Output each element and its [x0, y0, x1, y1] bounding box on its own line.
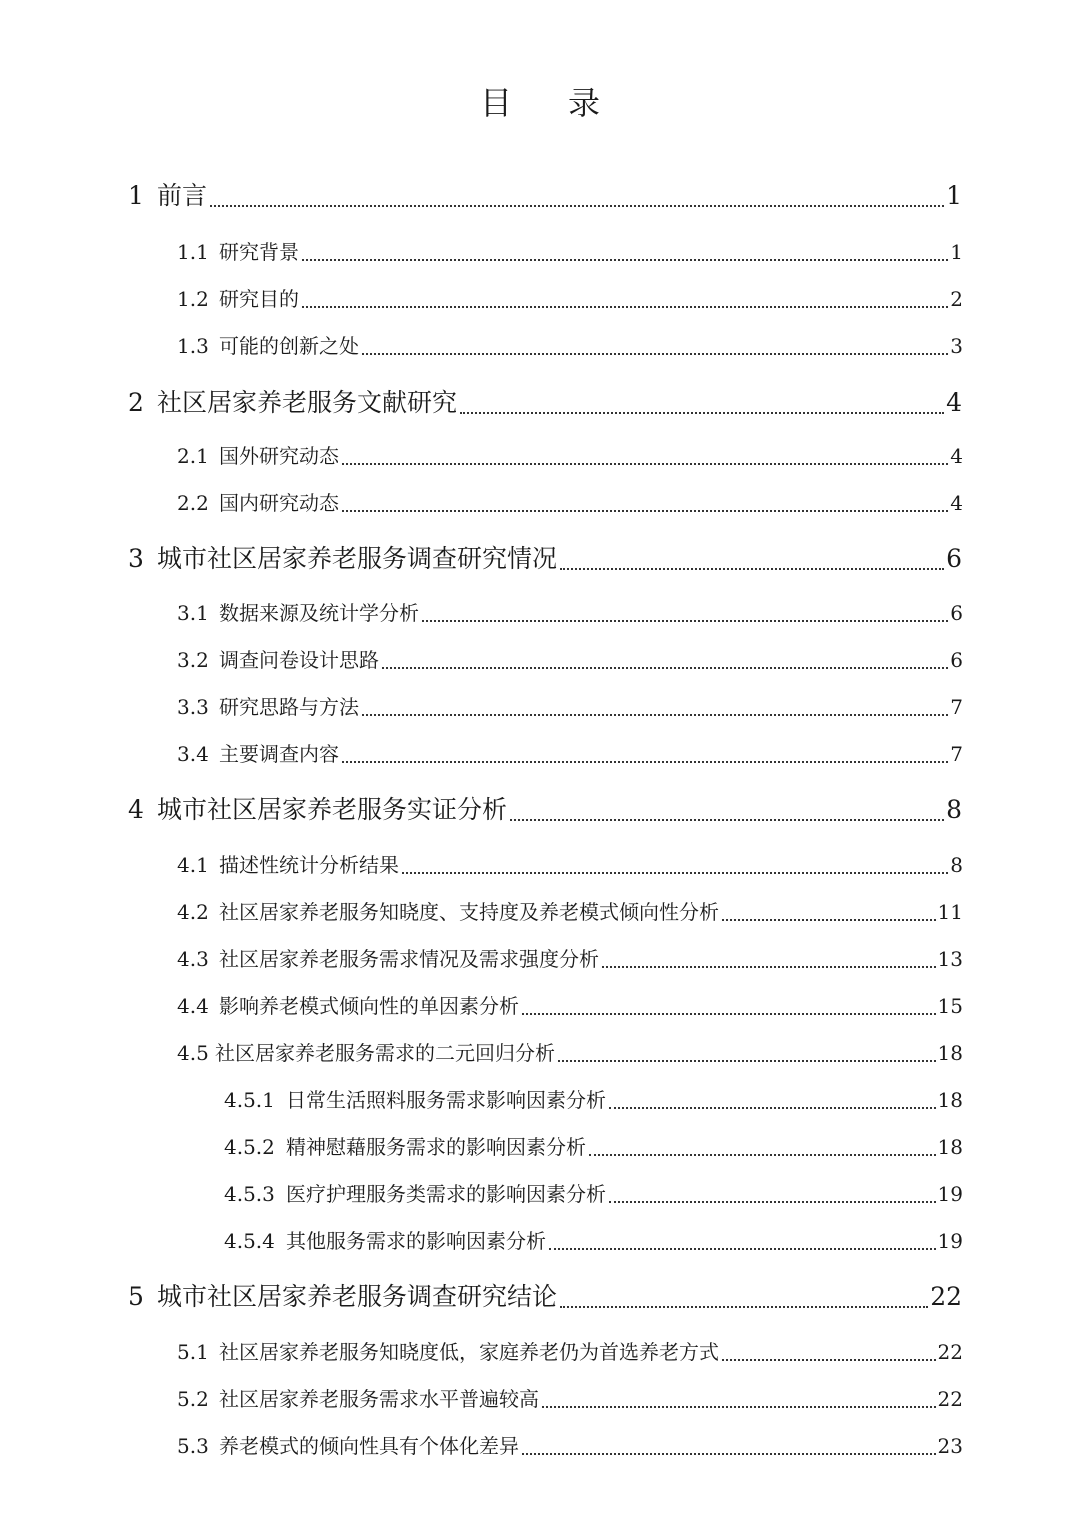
entry-title: 其他服务需求的影响因素分析 [286, 1229, 546, 1253]
toc-entry-1-1[interactable] [177, 236, 963, 266]
entry-title: 日常生活照料服务需求影响因素分析 [286, 1088, 606, 1112]
entry-number: 4 [128, 795, 144, 824]
entry-page: 4 [950, 444, 963, 468]
entry-title: 国外研究动态 [219, 444, 339, 468]
entry-page: 22 [937, 1340, 963, 1364]
dot-leader [560, 1306, 928, 1308]
entry-title: 前言 [157, 181, 208, 210]
entry-number: 4.5.3 [224, 1182, 275, 1206]
entry-page: 6 [946, 544, 962, 573]
entry-page: 13 [937, 947, 963, 971]
dot-leader [342, 510, 948, 512]
entry-page: 15 [937, 994, 963, 1018]
toc-entry-1-2[interactable] [177, 283, 963, 313]
toc-entry-4-1[interactable] [177, 849, 963, 879]
dot-leader [609, 1201, 936, 1203]
entry-page: 1 [950, 240, 963, 264]
entry-number: 4.5.2 [224, 1135, 275, 1159]
dot-leader [522, 1013, 936, 1015]
toc-entry-1-3[interactable] [177, 330, 963, 360]
dot-leader [342, 761, 948, 763]
dot-leader [549, 1248, 936, 1250]
entry-page: 6 [950, 648, 963, 672]
toc-entry-3-3[interactable] [177, 691, 963, 721]
title-char-2: 录 [568, 84, 601, 122]
entry-number: 2.1 [177, 444, 209, 468]
entry-number: 4.5.4 [224, 1229, 275, 1253]
toc-entry-chapter-1[interactable] [128, 176, 962, 212]
entry-page: 11 [937, 900, 963, 924]
toc-entry-4-5-3[interactable] [224, 1178, 963, 1208]
entry-number: 5.3 [177, 1434, 209, 1458]
toc-entry-4-3[interactable] [177, 943, 963, 973]
entry-page: 4 [950, 491, 963, 515]
entry-page: 6 [950, 601, 963, 625]
entry-number: 1.2 [177, 287, 209, 311]
toc-entry-4-4[interactable] [177, 990, 963, 1020]
dot-leader [302, 306, 948, 308]
entry-page: 3 [950, 334, 963, 358]
entry-number: 5.2 [177, 1387, 209, 1411]
entry-number: 3.1 [177, 601, 209, 625]
dot-leader [602, 966, 936, 968]
dot-leader [362, 714, 948, 716]
dot-leader [422, 620, 948, 622]
entry-title: 社区居家养老服务文献研究 [157, 388, 458, 417]
entry-page: 23 [937, 1434, 963, 1458]
toc-entry-chapter-2[interactable] [128, 383, 962, 419]
entry-page: 7 [950, 695, 963, 719]
dot-leader [542, 1406, 936, 1408]
toc-entry-3-1[interactable] [177, 597, 963, 627]
dot-leader [210, 205, 944, 207]
entry-title: 城市社区居家养老服务调查研究情况 [157, 544, 558, 573]
entry-number: 3 [128, 544, 144, 573]
toc-entry-3-4[interactable] [177, 738, 963, 768]
toc-entry-5-3[interactable] [177, 1430, 963, 1460]
entry-title: 可能的创新之处 [219, 334, 359, 358]
dot-leader [510, 819, 944, 821]
entry-page: 2 [950, 287, 963, 311]
dot-leader [609, 1107, 936, 1109]
toc-entry-chapter-4[interactable] [128, 790, 962, 826]
entry-title: 研究目的 [219, 287, 299, 311]
entry-number: 5.1 [177, 1340, 209, 1364]
toc-entry-4-2[interactable] [177, 896, 963, 926]
dot-leader [560, 568, 944, 570]
entry-title: 社区居家养老服务知晓度、支持度及养老模式倾向性分析 [219, 900, 719, 924]
entry-page: 8 [950, 853, 963, 877]
entry-title: 社区居家养老服务需求的二元回归分析 [215, 1041, 555, 1065]
entry-number: 2 [128, 388, 144, 417]
toc-entry-4-5-4[interactable] [224, 1225, 963, 1255]
toc-entry-3-2[interactable] [177, 644, 963, 674]
dot-leader [589, 1154, 936, 1156]
entry-number: 3.4 [177, 742, 209, 766]
entry-number: 5 [128, 1282, 144, 1311]
entry-page: 8 [946, 795, 962, 824]
toc-entry-5-1[interactable] [177, 1336, 963, 1366]
entry-page: 19 [937, 1229, 963, 1253]
toc-entry-5-2[interactable] [177, 1383, 963, 1413]
dot-leader [362, 353, 948, 355]
entry-page: 1 [946, 181, 962, 210]
entry-number: 4.4 [177, 994, 209, 1018]
entry-number: 2.2 [177, 491, 209, 515]
toc-entry-chapter-3[interactable] [128, 539, 962, 575]
dot-leader [402, 872, 948, 874]
entry-number: 4.5 [177, 1041, 209, 1065]
entry-title: 社区居家养老服务需求情况及需求强度分析 [219, 947, 599, 971]
entry-number: 3.2 [177, 648, 209, 672]
entry-page: 22 [930, 1282, 962, 1311]
dot-leader [302, 259, 948, 261]
entry-number: 4.2 [177, 900, 209, 924]
entry-page: 4 [946, 388, 962, 417]
dot-leader [522, 1453, 936, 1455]
entry-title: 医疗护理服务类需求的影响因素分析 [286, 1182, 606, 1206]
toc-entry-4-5-1[interactable] [224, 1084, 963, 1114]
entry-title: 调查问卷设计思路 [219, 648, 379, 672]
entry-title: 精神慰藉服务需求的影响因素分析 [286, 1135, 586, 1159]
entry-page: 7 [950, 742, 963, 766]
entry-title: 研究思路与方法 [219, 695, 359, 719]
entry-title: 数据来源及统计学分析 [219, 601, 419, 625]
toc-entry-2-2[interactable] [177, 487, 963, 517]
entry-title: 影响养老模式倾向性的单因素分析 [219, 994, 519, 1018]
entry-number: 1.3 [177, 334, 209, 358]
dot-leader [558, 1060, 936, 1062]
entry-number: 1.1 [177, 240, 209, 264]
dot-leader [342, 463, 948, 465]
page-title [0, 78, 1080, 124]
entry-title: 养老模式的倾向性具有个体化差异 [219, 1434, 519, 1458]
toc-entry-4-5-2[interactable] [224, 1131, 963, 1161]
entry-title: 描述性统计分析结果 [219, 853, 399, 877]
entry-number: 4.1 [177, 853, 209, 877]
entry-number: 4.3 [177, 947, 209, 971]
entry-title: 城市社区居家养老服务实证分析 [157, 795, 508, 824]
entry-page: 18 [937, 1135, 963, 1159]
entry-page: 22 [937, 1387, 963, 1411]
dot-leader [382, 667, 948, 669]
entry-title: 研究背景 [219, 240, 299, 264]
entry-number: 3.3 [177, 695, 209, 719]
toc-entry-chapter-5[interactable] [128, 1277, 962, 1313]
entry-page: 19 [937, 1182, 963, 1206]
entry-page: 18 [937, 1041, 963, 1065]
entry-number: 1 [128, 181, 144, 210]
toc-entry-2-1[interactable] [177, 440, 963, 470]
toc-entry-4-5[interactable] [177, 1037, 963, 1067]
entry-number: 4.5.1 [224, 1088, 275, 1112]
entry-title: 社区居家养老服务需求水平普遍较高 [219, 1387, 539, 1411]
entry-page: 18 [937, 1088, 963, 1112]
entry-title: 国内研究动态 [219, 491, 339, 515]
dot-leader [722, 1359, 936, 1361]
entry-title: 城市社区居家养老服务调查研究结论 [157, 1282, 558, 1311]
dot-leader [722, 919, 936, 921]
entry-title: 社区居家养老服务知晓度低，家庭养老仍为首选养老方式 [219, 1340, 719, 1364]
dot-leader [460, 412, 944, 414]
title-char-1: 目 [479, 84, 512, 122]
entry-title: 主要调查内容 [219, 742, 339, 766]
